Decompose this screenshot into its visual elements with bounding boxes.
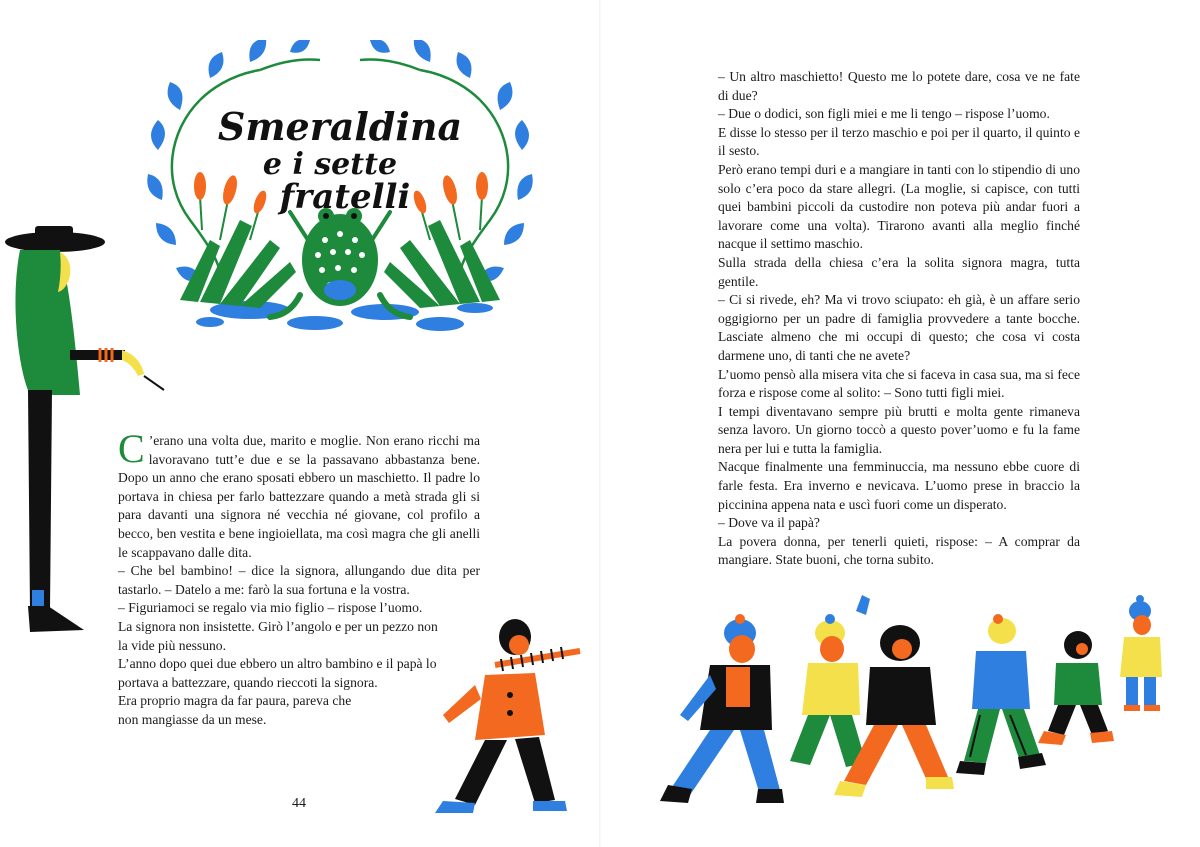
paragraph: La povera donna, per tenerli quieti, rispose: – A comprar da mangiare. State buoni, che torna subito. xyxy=(718,533,1080,568)
paragraph: – Dove va il papà? xyxy=(718,515,820,531)
child-5 xyxy=(1038,631,1114,745)
paragraph: Nacque finalmente una femminuccia, ma nessuno ebbe cuore di farle festa. Era inverno e nevicava. L’uomo prese in braccio la piccinina appena nata e uscì fuori come un disperato. xyxy=(718,459,1080,512)
child-4 xyxy=(956,614,1046,775)
title-line-1: Smeraldina xyxy=(217,104,463,149)
reeds-left xyxy=(180,220,296,308)
paragraph: Sulla strada della chiesa c’era la solita signora magra, tutta gentile. xyxy=(718,254,1080,289)
child-1 xyxy=(660,614,784,803)
title-line-2: e i sette xyxy=(262,147,398,182)
paragraph: – Due o dodici, son figli miei e me li tengo – rispose l’uomo. xyxy=(718,106,1050,122)
opening-paragraph-text: ’erano una volta due, marito e moglie. Non erano ricchi ma lavoravano tutt’e due e se la passavano abbastanza bene. Dopo un anno che erano sposati ebbero un maschietto. Il padre lo portava in chiesa per farlo battezzare quando a metà strada gli si para davanti una signora né vecchia né giovane, col profilo a becco, ben vestita e bene ingioiellata, ma così magra che gli anelli le scappavano dalle dita. xyxy=(118,433,480,560)
paragraph: E disse lo stesso per il terzo maschio e poi per il quarto, il quinto e il sesto. xyxy=(718,124,1080,159)
boy-with-scarf-illustration xyxy=(415,615,595,825)
child-2 xyxy=(790,614,866,767)
opening-paragraph xyxy=(118,426,480,562)
right-page-text xyxy=(718,68,1080,570)
paragraph: – Un altro maschietto! Questo me lo potete dare, cosa ve ne fate di due? xyxy=(718,69,1080,103)
paragraph: L’anno dopo quei due ebbero un altro bambino e il papà lo portava a battezzare, quando rieccoti la signora. xyxy=(118,656,437,690)
title-line-3: fratelli xyxy=(279,177,411,217)
paragraph: – Ci si rivede, eh? Ma vi trovo sciupato: eh già, è un affare serio oggigiorno per un padre di famiglia provvedere a tante bocche. Lasciate almeno che mi occupi di questo; che cosa vi costa darmene uno, di tanti che ne avete? xyxy=(718,292,1080,363)
paragraph: La signora non insistette. Girò l’angolo e per un pezzo non la vide più nessuno. xyxy=(118,618,438,653)
title-illustration xyxy=(140,40,540,345)
frog-icon xyxy=(270,208,410,317)
child-6 xyxy=(1120,595,1162,711)
page-number: 44 xyxy=(292,796,306,811)
drop-cap: C xyxy=(118,426,145,471)
paragraph: Però erano tempi duri e a mangiare in tanti con lo stipendio di uno solo c’era poco da stare allegri. (La moglie, si capisce, con tutti quei bambini piccoli da custodire non poteva più andar fuori a lavorare come una volta). Tirarono avanti alla meglio finché nacque il settimo maschio. xyxy=(718,161,1080,252)
right-page xyxy=(600,0,1200,847)
paragraph: Era proprio magra da far paura, pareva che non mangiasse da un mese. xyxy=(118,693,352,727)
paragraph: – Che bel bambino! – dice la signora, allungando due dita per tastarlo. – Datelo a me: farò la sua fortuna e la vostra. xyxy=(118,563,480,597)
paragraph: I tempi diventavano sempre più brutti e molta gente rimaneva senza lavoro. Un giorno toccò a questo pover’uomo e fu la fame nera per lui e tutta la famiglia. xyxy=(718,403,1080,456)
paragraph: L’uomo pensò alla misera vita che si faceva in casa sua, ma si fece forza e rispose come al solito: – Sono tutti figli miei. xyxy=(718,366,1080,401)
seven-brothers-illustration xyxy=(630,585,1190,825)
paragraph: – Figuriamoci se regalo via mio figlio – rispose l’uomo. xyxy=(118,600,423,616)
reeds-right xyxy=(384,220,500,308)
